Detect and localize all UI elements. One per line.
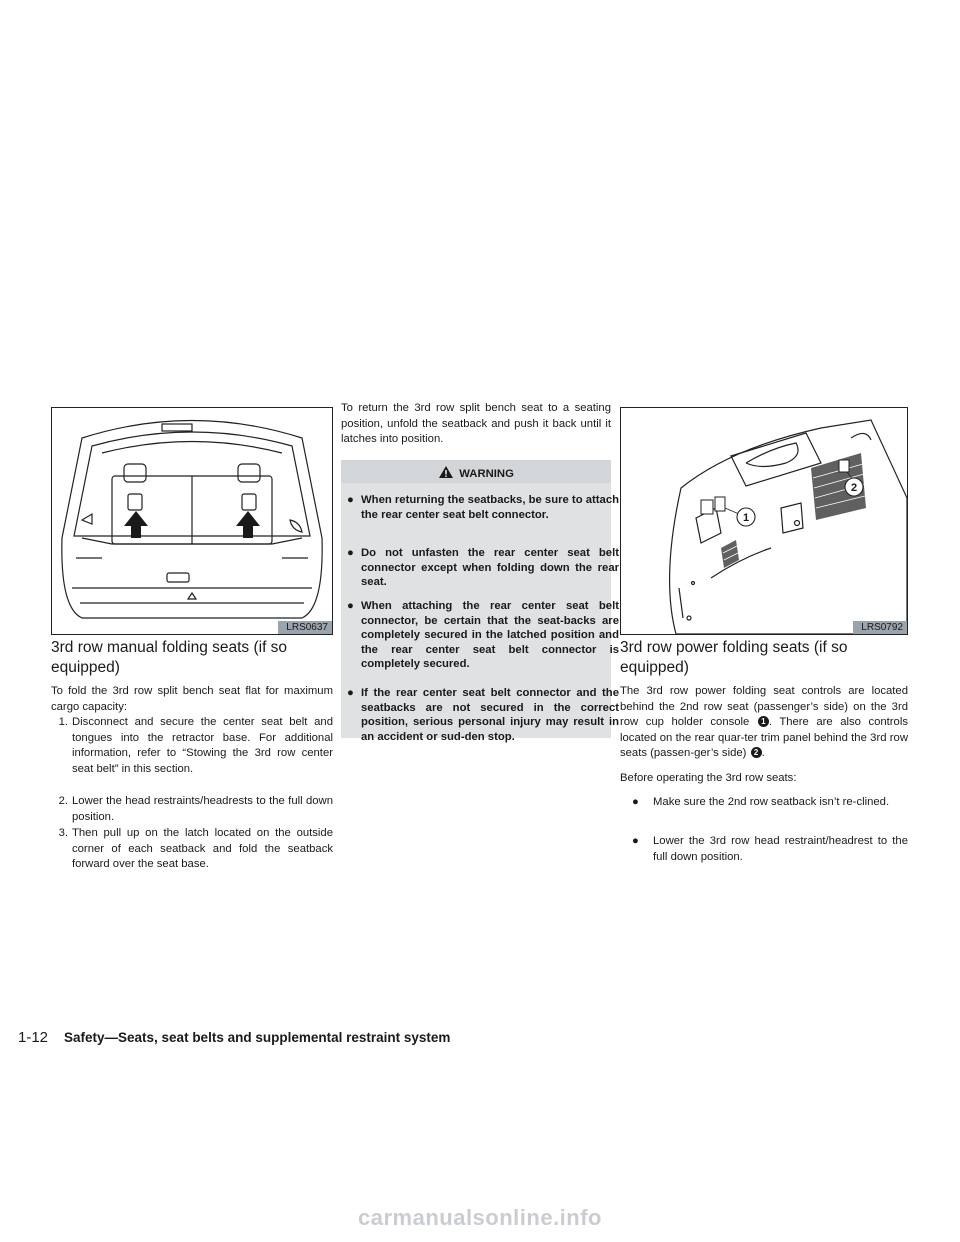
cargo-area-figure <box>51 407 333 635</box>
page-number: 1-12 <box>18 1029 49 1046</box>
step-text: Disconnect and secure the center seat belt and tongues into the retractor base. For additional information, refer to “Stowing the 3rd row center seat belt” in this section. <box>72 716 333 775</box>
controls-paragraph: The 3rd row power folding seat controls are located behind the 2nd row seat (passenger’s side) on the 3rd row cup holder console 1 . There are also controls located on the rear quar-ter trim panel behind the 3rd row seats (passen-ger’s side) 2 . <box>620 685 908 759</box>
before-operating: Before operating the 3rd row seats: <box>620 772 797 784</box>
watermark-text: carmanualsonline.info <box>358 1205 602 1230</box>
warning-item-2: ● Do not unfasten the rear center seat belt connector except when folding down the rear seat. <box>347 547 619 589</box>
step-3: 3. Then pull up on the latch located on the outside corner of each seatback and fold the seatback forward over the seat base. <box>58 827 333 870</box>
step-text: Lower the head restraints/headrests to the full down position. <box>72 795 333 823</box>
trim-panel-figure <box>620 407 908 635</box>
step-2: 2. Lower the head restraints/headrests to the full down position. <box>58 795 333 823</box>
bullet: ● <box>347 687 354 699</box>
section-heading-manual-folding: 3rd row manual folding seats (if so equipped) <box>51 639 288 676</box>
bullet-item-1: ● Make sure the 2nd row seatback isn’t re-clined. <box>632 795 908 811</box>
figure-code: LRS0792 <box>853 621 907 634</box>
warning-box <box>341 460 620 743</box>
figure-code: LRS0637 <box>278 621 332 634</box>
callout-2-marker: 2 <box>751 747 762 758</box>
bullet: ● <box>347 547 354 559</box>
bullet: ● <box>347 600 354 612</box>
warning-item-1: ● When returning the seatbacks, be sure to attach the rear center seat belt connector. <box>347 494 620 521</box>
intro-paragraph: To fold the 3rd row split bench seat flat for maximum cargo capacity: <box>51 685 333 713</box>
warning-header <box>341 460 611 483</box>
warning-item-4: ● If the rear center seat belt connector and the seatbacks are not secured in the correct position, serious personal injury may result in an accident or sud-den stop. <box>347 687 619 743</box>
step-1: 1. Disconnect and secure the center seat belt and tongues into the retractor base. For additional information, refer to “Stowing the 3rd row center seat belt” in this section. <box>58 716 333 775</box>
warning-triangle-icon <box>438 465 454 479</box>
trim-panel-illustration <box>621 408 907 634</box>
section-title: Safety—Seats, seat belts and supplemental restraint system <box>64 1030 451 1045</box>
warning-title: WARNING <box>459 468 514 480</box>
callout-1: 1 <box>742 512 750 524</box>
callout-2: 2 <box>850 482 858 494</box>
bullet-item-2: ● Lower the 3rd row head restraint/headrest to the full down position. <box>632 835 908 863</box>
cargo-area-illustration <box>52 408 332 634</box>
bullet: ● <box>632 835 639 847</box>
return-paragraph: To return the 3rd row split bench seat to a seating position, unfold the seatback and push it back until it latches into position. <box>341 402 611 445</box>
callout-1-marker: 1 <box>758 716 769 727</box>
step-text: Then pull up on the latch located on the outside corner of each seatback and fold the seatback forward over the seat base. <box>72 827 333 870</box>
warning-item-3: ● When attaching the rear center seat belt connector, be certain that the seat-backs are completely secured in the latched position and the rear center seat belt connector is completely secured. <box>347 600 619 671</box>
bullet: ● <box>347 494 354 506</box>
bullet: ● <box>632 796 639 808</box>
section-heading-power-folding: 3rd row power folding seats (if so equipped) <box>620 639 848 676</box>
